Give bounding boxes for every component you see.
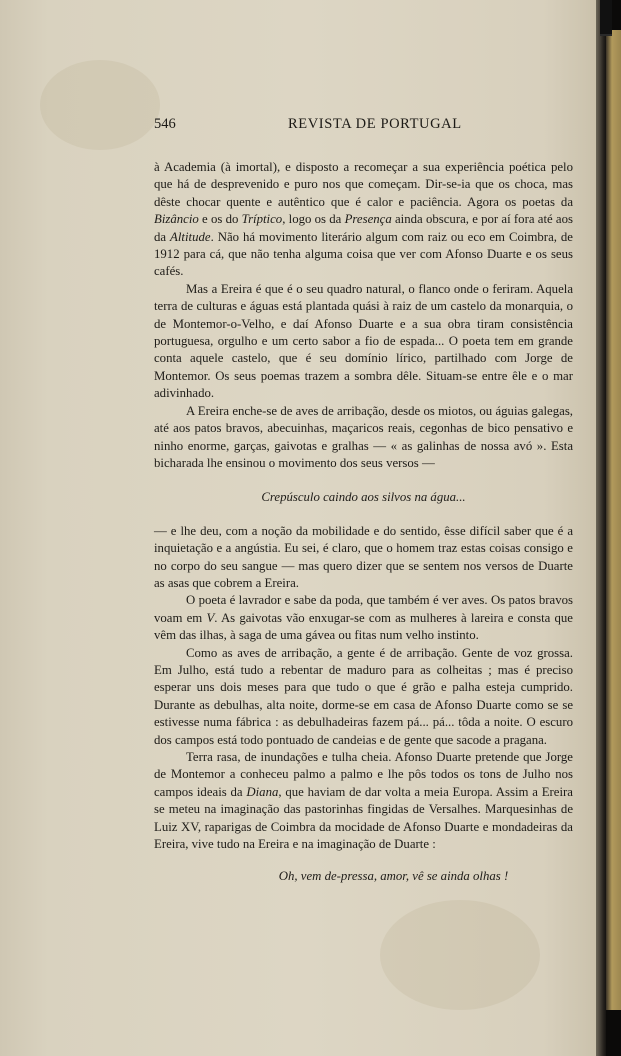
facing-page-edge xyxy=(606,30,621,1010)
body-text xyxy=(154,159,573,886)
paragraph: — e lhe deu, com a noção da mobilidade e do sentido, êsse difícil saber que é a inquietação e a angústia. Eu sei, é claro, que o homem traz estas coisas consigo e no corpo do seu sangue — mas quero dizer que se sentem nos versos de Duarte as asas que cobrem a Ereira. xyxy=(154,523,573,590)
paragraph: Terra rasa, de inundações e tulha cheia. Afonso Duarte pretende que Jorge de Montemor a conheceu palmo a palmo e lhe pôs todos os tons de Julho nos campos ideais da Diana, que haviam de dar volta a meia Europa. Assim a Ereira se meteu na imaginação das pastorinhas fingidas de Versalhes. Marquesinhas de Luiz XV, raparigas de Coimbra da mocidade de Afonso Duarte e mondadeiras da Ereira, vive tudo na Ereira e na imaginação de Duarte : xyxy=(154,750,573,852)
page-clip xyxy=(600,0,612,36)
italic-title: Diana xyxy=(246,784,279,799)
italic-title: Tríptico xyxy=(241,212,283,227)
page-header xyxy=(154,116,573,136)
italic-title: Presença xyxy=(344,212,392,227)
paragraph: Mas a Ereira é que é o seu quadro natural, o flanco onde o feriram. Aquela terra de culturas e águas está plantada quási à raiz de um castelo da monarquia, o de Montemor-o-Velho, e daí Afonso Duarte e a sua obra tiram consistência portuguesa, orgulho e um certo sabor a fio de espada... O poeta tem em grande conta aquele castelo, que é seu domínio lírico, partilhado com Jorge de Montemor. Os seus poemas trazem a sombra dêle. Situam-se entre êle e o mar adivinhado. xyxy=(154,281,573,401)
verse-quote: Crepúsculo caindo aos silvos na água... xyxy=(261,490,466,505)
italic-title: Altitude xyxy=(170,229,211,244)
italic-title: Bizâncio xyxy=(154,212,199,227)
paragraph: O poeta é lavrador e sabe da poda, que também é ver aves. Os patos bravos voam em V. As gaivotas vão enxugar-se com as mulheres à lareira e consta que vêm das ilhas, à saga de uma gávea ou fitas num velho instinto. xyxy=(154,593,573,643)
paragraph: A Ereira enche-se de aves de arribação, desde os miotos, ou águias galegas, até aos patos bravos, abecuinhas, maçaricos reais, cegonhas de bico pensativo e ninho enorme, garças, gaivotas e gralhas — « as galinhas de nossa avó ». Esta bicharada lhe ensinou o movimento dos seus versos — xyxy=(154,403,573,470)
running-title: REVISTA DE PORTUGAL xyxy=(288,116,462,132)
book-gutter xyxy=(596,0,606,1056)
paragraph: Como as aves de arribação, a gente é de arribação. Gente de voz grossa. Em Julho, está tudo a rebentar de maduro para as colheitas ; mas é preciso esperar uns dois meses para que tudo o que é grão e palha esteja cumprido. Durante as debulhas, alta noite, dorme-se em casa de Afonso Duarte como se se estivesse numa fábrica : as debulhadeiras fazem pá... pá... tôda a noite. O escuro dos campos está todo pontuado de candeias e de gente que sacode a pragana. xyxy=(154,645,573,747)
paper-stain xyxy=(40,60,160,150)
verse-quote: Oh, vem de-pressa, amor, vê se ainda olhas ! xyxy=(278,869,509,884)
paragraph: à Academia (à imortal), e disposto a recomeçar a sua experiência poética pelo que há de desprevenido e puro nos que começam. Dir-se-ia que os choca, mas dêste chocar quente e autêntico que é calor e paciência. Agora os poetas da Bizâncio e os do Tríptico, logo os da Presença ainda obscura, e por aí fora até aos da Altitude. Não há movimento literário algum com raiz ou eco em Coimbra, de 1912 para cá, que não tenha alguma coisa que ver com Afonso Duarte e os seus cafés. xyxy=(154,160,573,279)
page-number: 546 xyxy=(154,116,176,132)
italic-title: V xyxy=(206,610,215,625)
paper-stain xyxy=(380,900,540,1010)
